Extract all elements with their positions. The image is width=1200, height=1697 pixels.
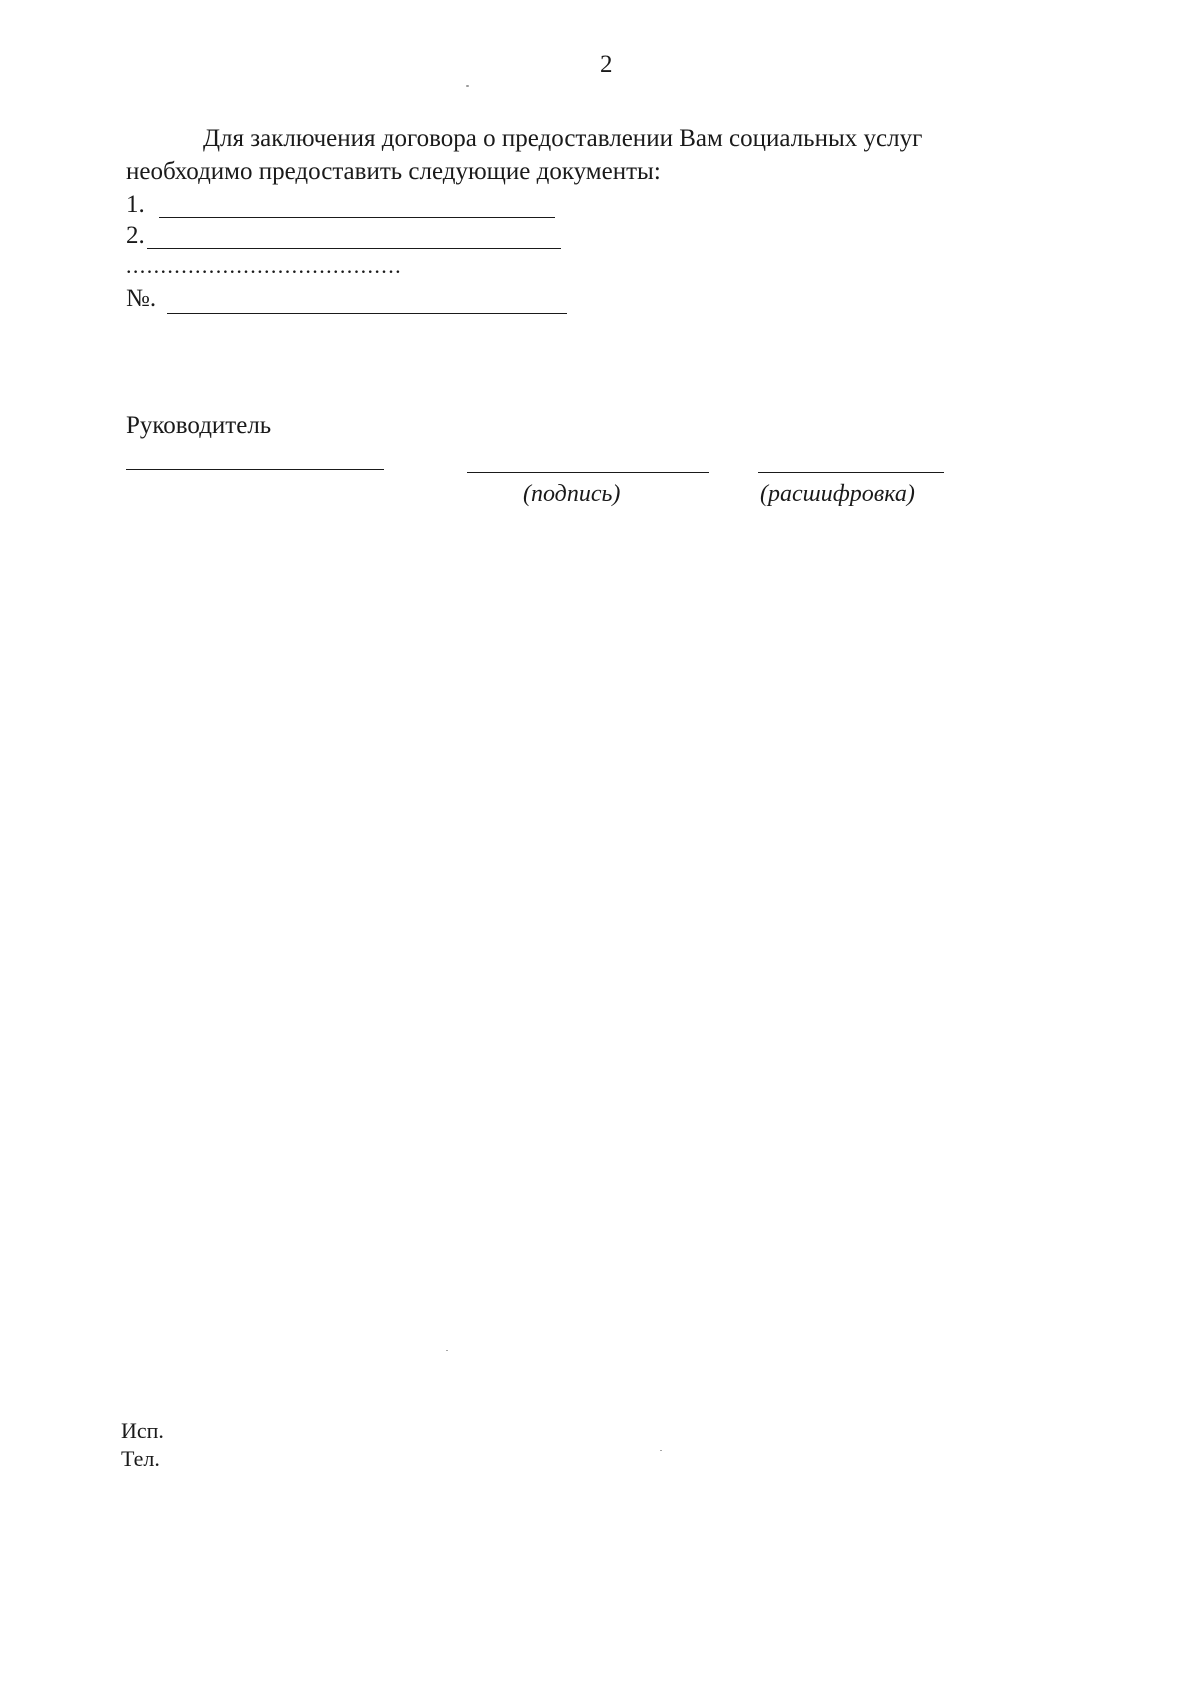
intro-line-1: Для заключения договора о предоставлении Вам социальных услуг: [203, 125, 923, 152]
list-item-marker: №.: [126, 285, 157, 312]
blank-field-line: [167, 313, 567, 314]
position-line: [126, 469, 384, 470]
dotted-continuation: ........................................: [126, 253, 402, 278]
signature-caption: (подпись): [523, 481, 621, 507]
decoding-line: [758, 472, 944, 473]
intro-line-2: необходимо предоставить следующие документы:: [126, 158, 661, 185]
signature-line: [467, 472, 709, 473]
blank-field-line: [147, 248, 561, 249]
scan-speck: [446, 1350, 448, 1351]
page-number: 2: [600, 51, 613, 78]
phone-label: Тел.: [121, 1446, 160, 1471]
scan-speck: [466, 85, 469, 87]
scan-speck: [660, 1450, 662, 1451]
list-item-marker: 2.: [126, 222, 145, 249]
blank-field-line: [159, 217, 555, 218]
decoding-caption: (расшифровка): [760, 481, 915, 507]
role-label: Руководитель: [126, 412, 272, 439]
list-item-marker: 1.: [126, 191, 145, 218]
executor-label: Исп.: [121, 1418, 164, 1443]
